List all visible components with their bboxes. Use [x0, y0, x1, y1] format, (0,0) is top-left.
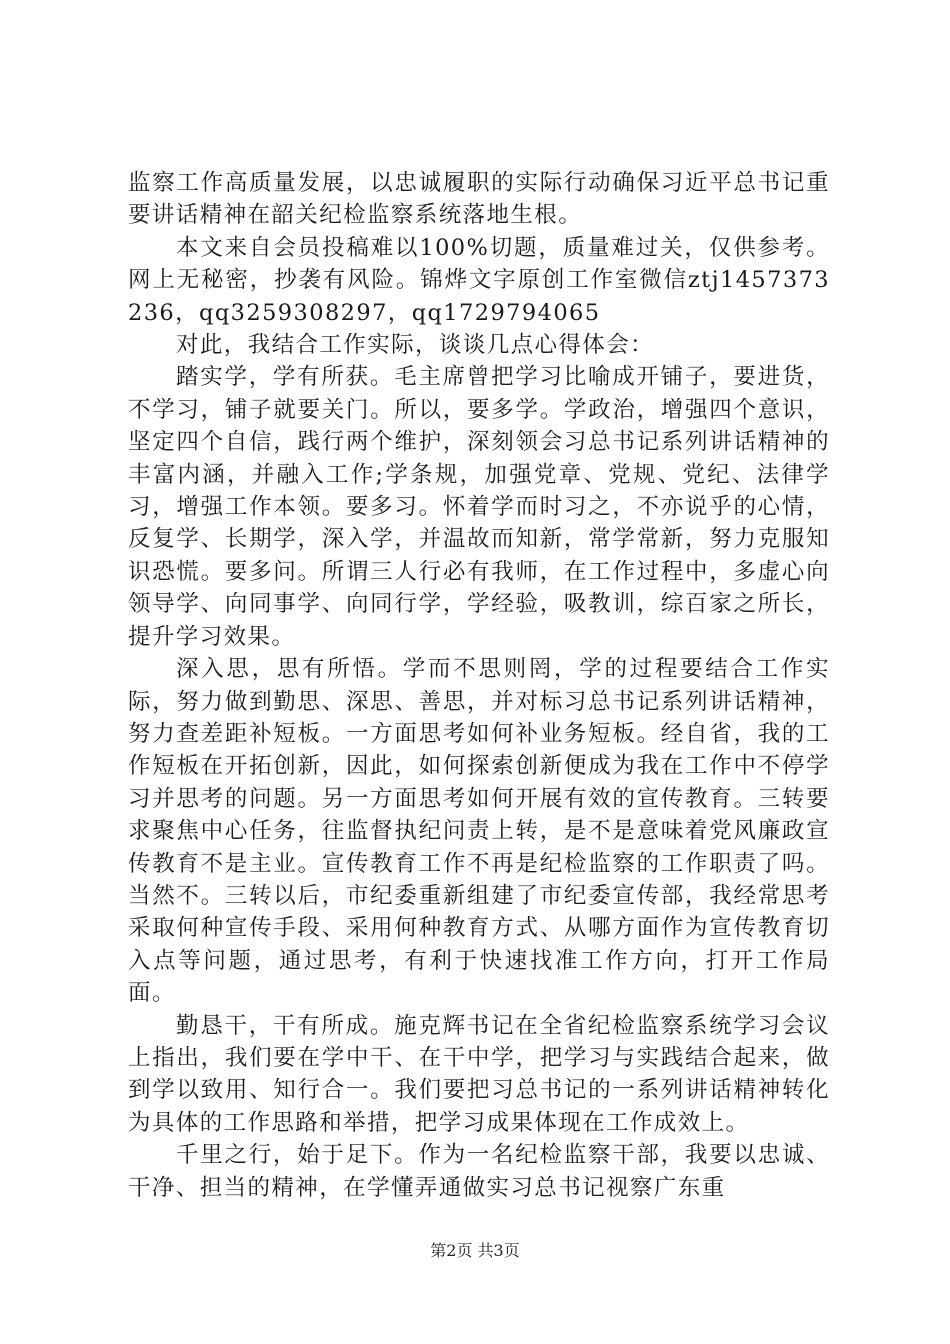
paragraph-disclaimer: 本文来自会员投稿难以100%切题，质量难过关，仅供参考。网上无秘密，抄袭有风险。锦烨文字原创工作室微信ztj1457373236，qq3259308297，qq1729794065 [128, 234, 830, 326]
page-number-footer: 第2页 共3页 [430, 1241, 520, 1260]
paragraph-work: 勤恳干，干有所成。施克辉书记在全省纪检监察系统学习会议上指出，我们要在学中干、在干中学，把学习与实践结合起来，做到学以致用、知行合一。我们要把习总书记的一系列讲话精神转化为具体的工作思路和举措，把学习成果体现在工作成效上。 [128, 1012, 830, 1136]
document-body [128, 167, 830, 1204]
paragraph-think: 深入思，思有所悟。学而不思则罔，学的过程要结合工作实际，努力做到勤思、深思、善思，并对标习总书记系列讲话精神，努力查差距补短板。一方面思考如何补业务短板。经自省，我的工作短板在开拓创新，因此，如何探索创新便成为我在工作中不停学习并思考的问题。另一方面思考如何开展有效的宣传教育。三转要求聚焦中心任务，往监督执纪问责上转，是不是意味着党风廉政宣传教育不是主业。宣传教育工作不再是纪检监察的工作职责了吗。当然不。三转以后，市纪委重新组建了市纪委宣传部，我经常思考采取何种宣传手段、采用何种教育方式、从哪方面作为宣传教育切入点等问题，通过思考，有利于快速找准工作方向，打开工作局面。 [128, 656, 830, 1007]
paragraph-intro: 对此，我结合工作实际，谈谈几点心得体会： [176, 332, 655, 359]
paragraph-continuation: 监察工作高质量发展，以忠诚履职的实际行动确保习近平总书记重要讲话精神在韶关纪检监察系统落地生根。 [128, 170, 830, 229]
paragraph-conclusion: 千里之行，始于足下。作为一名纪检监察干部，我要以忠诚、干净、担当的精神，在学懂弄通做实习总书记视察广东重 [128, 1142, 830, 1201]
paragraph-study: 踏实学，学有所获。毛主席曾把学习比喻成开铺子，要进货，不学习，铺子就要关门。所以，要多学。学政治，增强四个意识，坚定四个自信，践行两个维护，深刻领会习总书记系列讲话精神的丰富内涵，并融入工作;学条规，加强党章、党规、党纪、法律学习，增强工作本领。要多习。怀着学而时习之，不亦说乎的心情，反复学、长期学，深入学，并温故而知新，常学常新，努力克服知识恐慌。要多问。所谓三人行必有我师，在工作过程中，多虚心向领导学、向同事学、向同行学，学经验，吸教训，综百家之所长，提升学习效果。 [128, 364, 830, 650]
